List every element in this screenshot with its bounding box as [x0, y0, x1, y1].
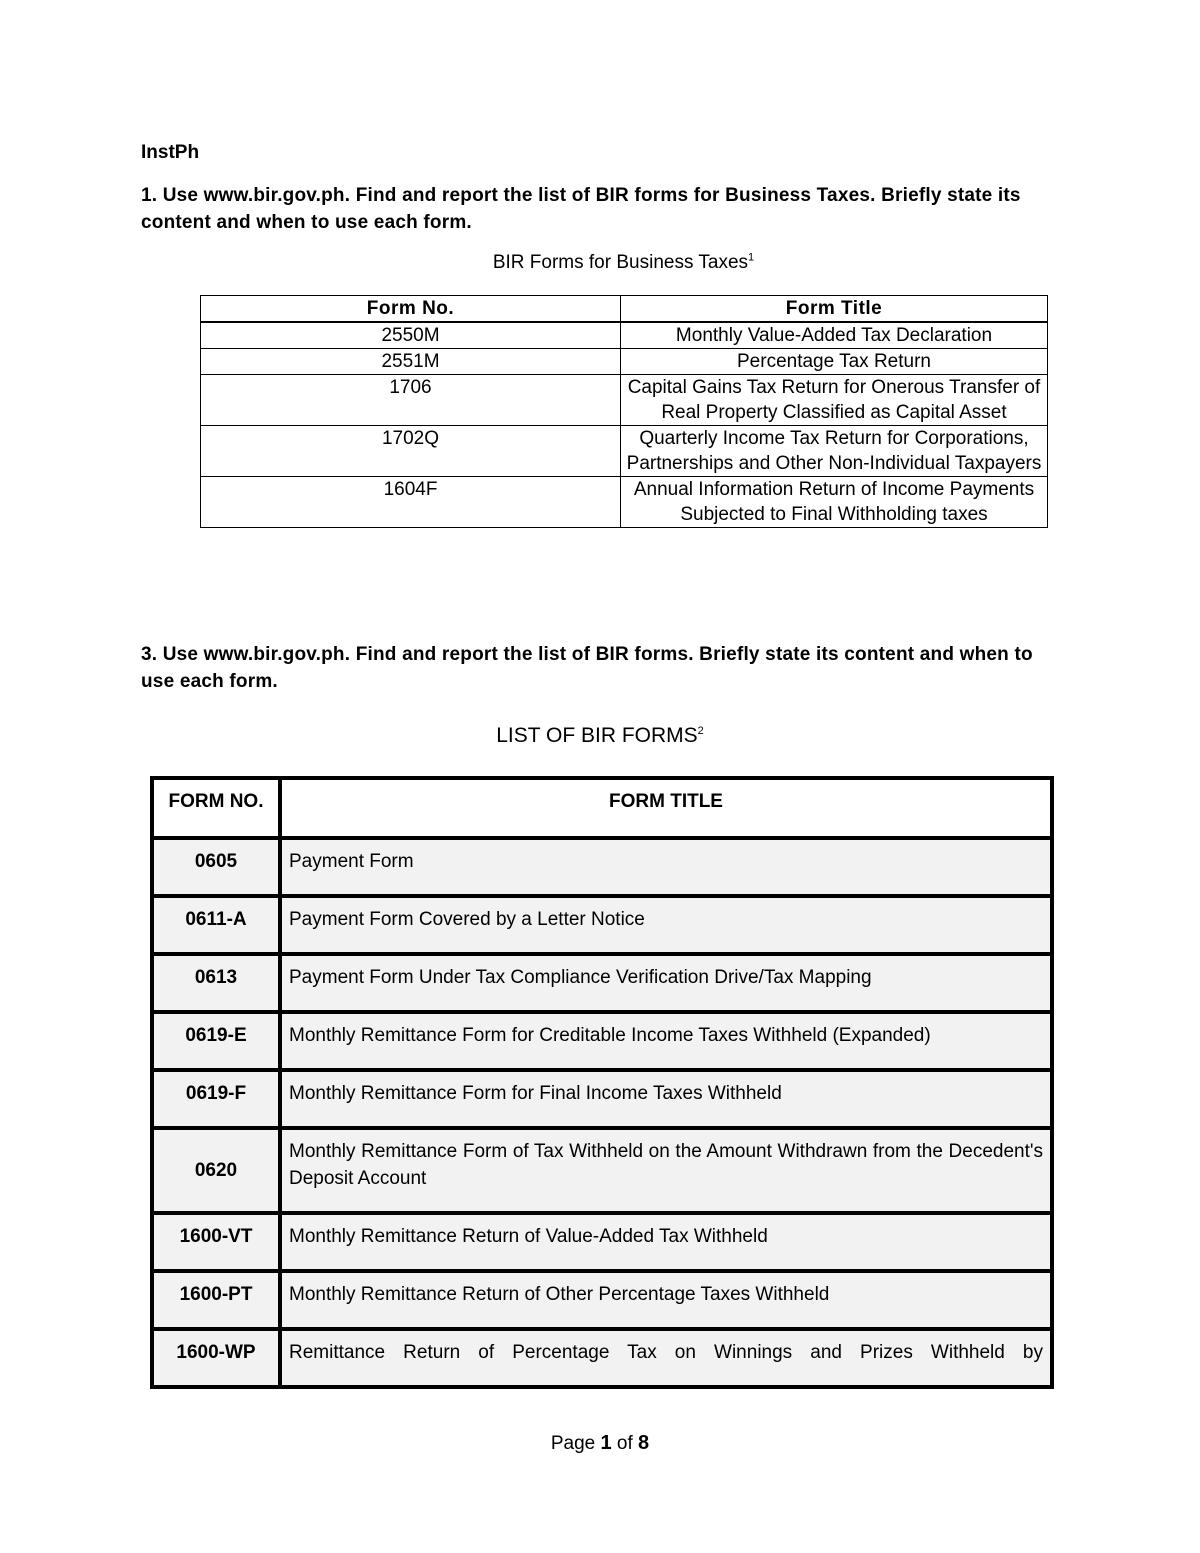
- form-number-cell: 1706: [201, 375, 621, 426]
- table-header-row: [201, 296, 1048, 323]
- form-title-cell: Capital Gains Tax Return for Onerous Transfer of Real Property Classified as Capital Asset: [621, 375, 1048, 426]
- table-row: [152, 1012, 1052, 1070]
- form-number-cell: 0605: [152, 838, 280, 896]
- question-1: 1. Use www.bir.gov.ph. Find and report the list of BIR forms for Business Taxes. Briefly state its content and when to use each form.: [141, 185, 1021, 233]
- table-row: [152, 1271, 1052, 1329]
- document-heading: InstPh: [141, 142, 200, 163]
- of-word: of: [616, 1433, 633, 1454]
- form-title-cell: Annual Information Return of Income Payments Subjected to Final Withholding taxes: [621, 477, 1048, 528]
- form-number-cell: 0613: [152, 954, 280, 1012]
- form-title-cell: Quarterly Income Tax Return for Corporations, Partnerships and Other Non-Individual Taxpayers: [621, 426, 1048, 477]
- form-number-cell: 1600-WP: [152, 1329, 280, 1387]
- form-number-cell: 0611-A: [152, 896, 280, 954]
- form-number-cell: 0620: [152, 1128, 280, 1213]
- form-title-cell: Monthly Remittance Form for Final Income Taxes Withheld: [280, 1070, 1052, 1128]
- table-row: [152, 896, 1052, 954]
- page-word: Page: [550, 1433, 596, 1454]
- form-title-cell: Percentage Tax Return: [621, 349, 1048, 375]
- form-number-cell: 1702Q: [201, 426, 621, 477]
- question-3: 3. Use www.bir.gov.ph. Find and report the list of BIR forms. Briefly state its content and when to use each form.: [141, 644, 1033, 692]
- table-row: [152, 1128, 1052, 1213]
- table-row: [201, 477, 1048, 528]
- form-number-cell: 2550M: [201, 322, 621, 349]
- table1-caption: [200, 252, 1047, 274]
- column-header-form-no: Form No.: [201, 296, 621, 323]
- table-row: [152, 1213, 1052, 1271]
- form-title-cell: Payment Form Under Tax Compliance Verification Drive/Tax Mapping: [280, 954, 1052, 1012]
- form-title-cell: Monthly Value-Added Tax Declaration: [621, 322, 1048, 349]
- table-row: [201, 426, 1048, 477]
- table-row: [152, 1329, 1052, 1387]
- bir-forms-list-table: [150, 776, 1054, 1389]
- form-number-cell: 1600-PT: [152, 1271, 280, 1329]
- form-number-cell: 2551M: [201, 349, 621, 375]
- table-row: [201, 375, 1048, 426]
- table-row: [152, 954, 1052, 1012]
- table-row: [201, 322, 1048, 349]
- footnote-ref-1: 1: [748, 251, 755, 264]
- form-title-cell: Monthly Remittance Form for Creditable Income Taxes Withheld (Expanded): [280, 1012, 1052, 1070]
- table2-caption: [150, 724, 1050, 748]
- table-row: [201, 349, 1048, 375]
- table1-caption-text: BIR Forms for Business Taxes: [492, 252, 749, 273]
- form-title-cell: Monthly Remittance Form of Tax Withheld on the Amount Withdrawn from the Decedent's Deposit Account: [280, 1128, 1052, 1213]
- form-number-cell: 0619-E: [152, 1012, 280, 1070]
- column-header-form-title: Form Title: [621, 296, 1048, 323]
- form-title-cell: Payment Form Covered by a Letter Notice: [280, 896, 1052, 954]
- total-pages: 8: [638, 1432, 650, 1454]
- business-tax-forms-table: [200, 295, 1048, 528]
- column-header-form-title: FORM TITLE: [280, 778, 1052, 838]
- table-row: [152, 838, 1052, 896]
- form-title-cell: Remittance Return of Percentage Tax on Winnings and Prizes Withheld by: [280, 1329, 1052, 1387]
- page-number: 1: [600, 1432, 612, 1454]
- page-footer: [0, 1432, 1200, 1455]
- table2-caption-text: LIST OF BIR FORMS: [496, 724, 698, 747]
- form-title-cell: Payment Form: [280, 838, 1052, 896]
- form-title-cell: Monthly Remittance Return of Value-Added Tax Withheld: [280, 1213, 1052, 1271]
- form-number-cell: 1600-VT: [152, 1213, 280, 1271]
- footnote-ref-2: 2: [697, 725, 704, 737]
- form-title-cell: Monthly Remittance Return of Other Percentage Taxes Withheld: [280, 1271, 1052, 1329]
- table-header-row: [152, 778, 1052, 838]
- form-number-cell: 1604F: [201, 477, 621, 528]
- column-header-form-no: FORM NO.: [152, 778, 280, 838]
- table-row: [152, 1070, 1052, 1128]
- form-number-cell: 0619-F: [152, 1070, 280, 1128]
